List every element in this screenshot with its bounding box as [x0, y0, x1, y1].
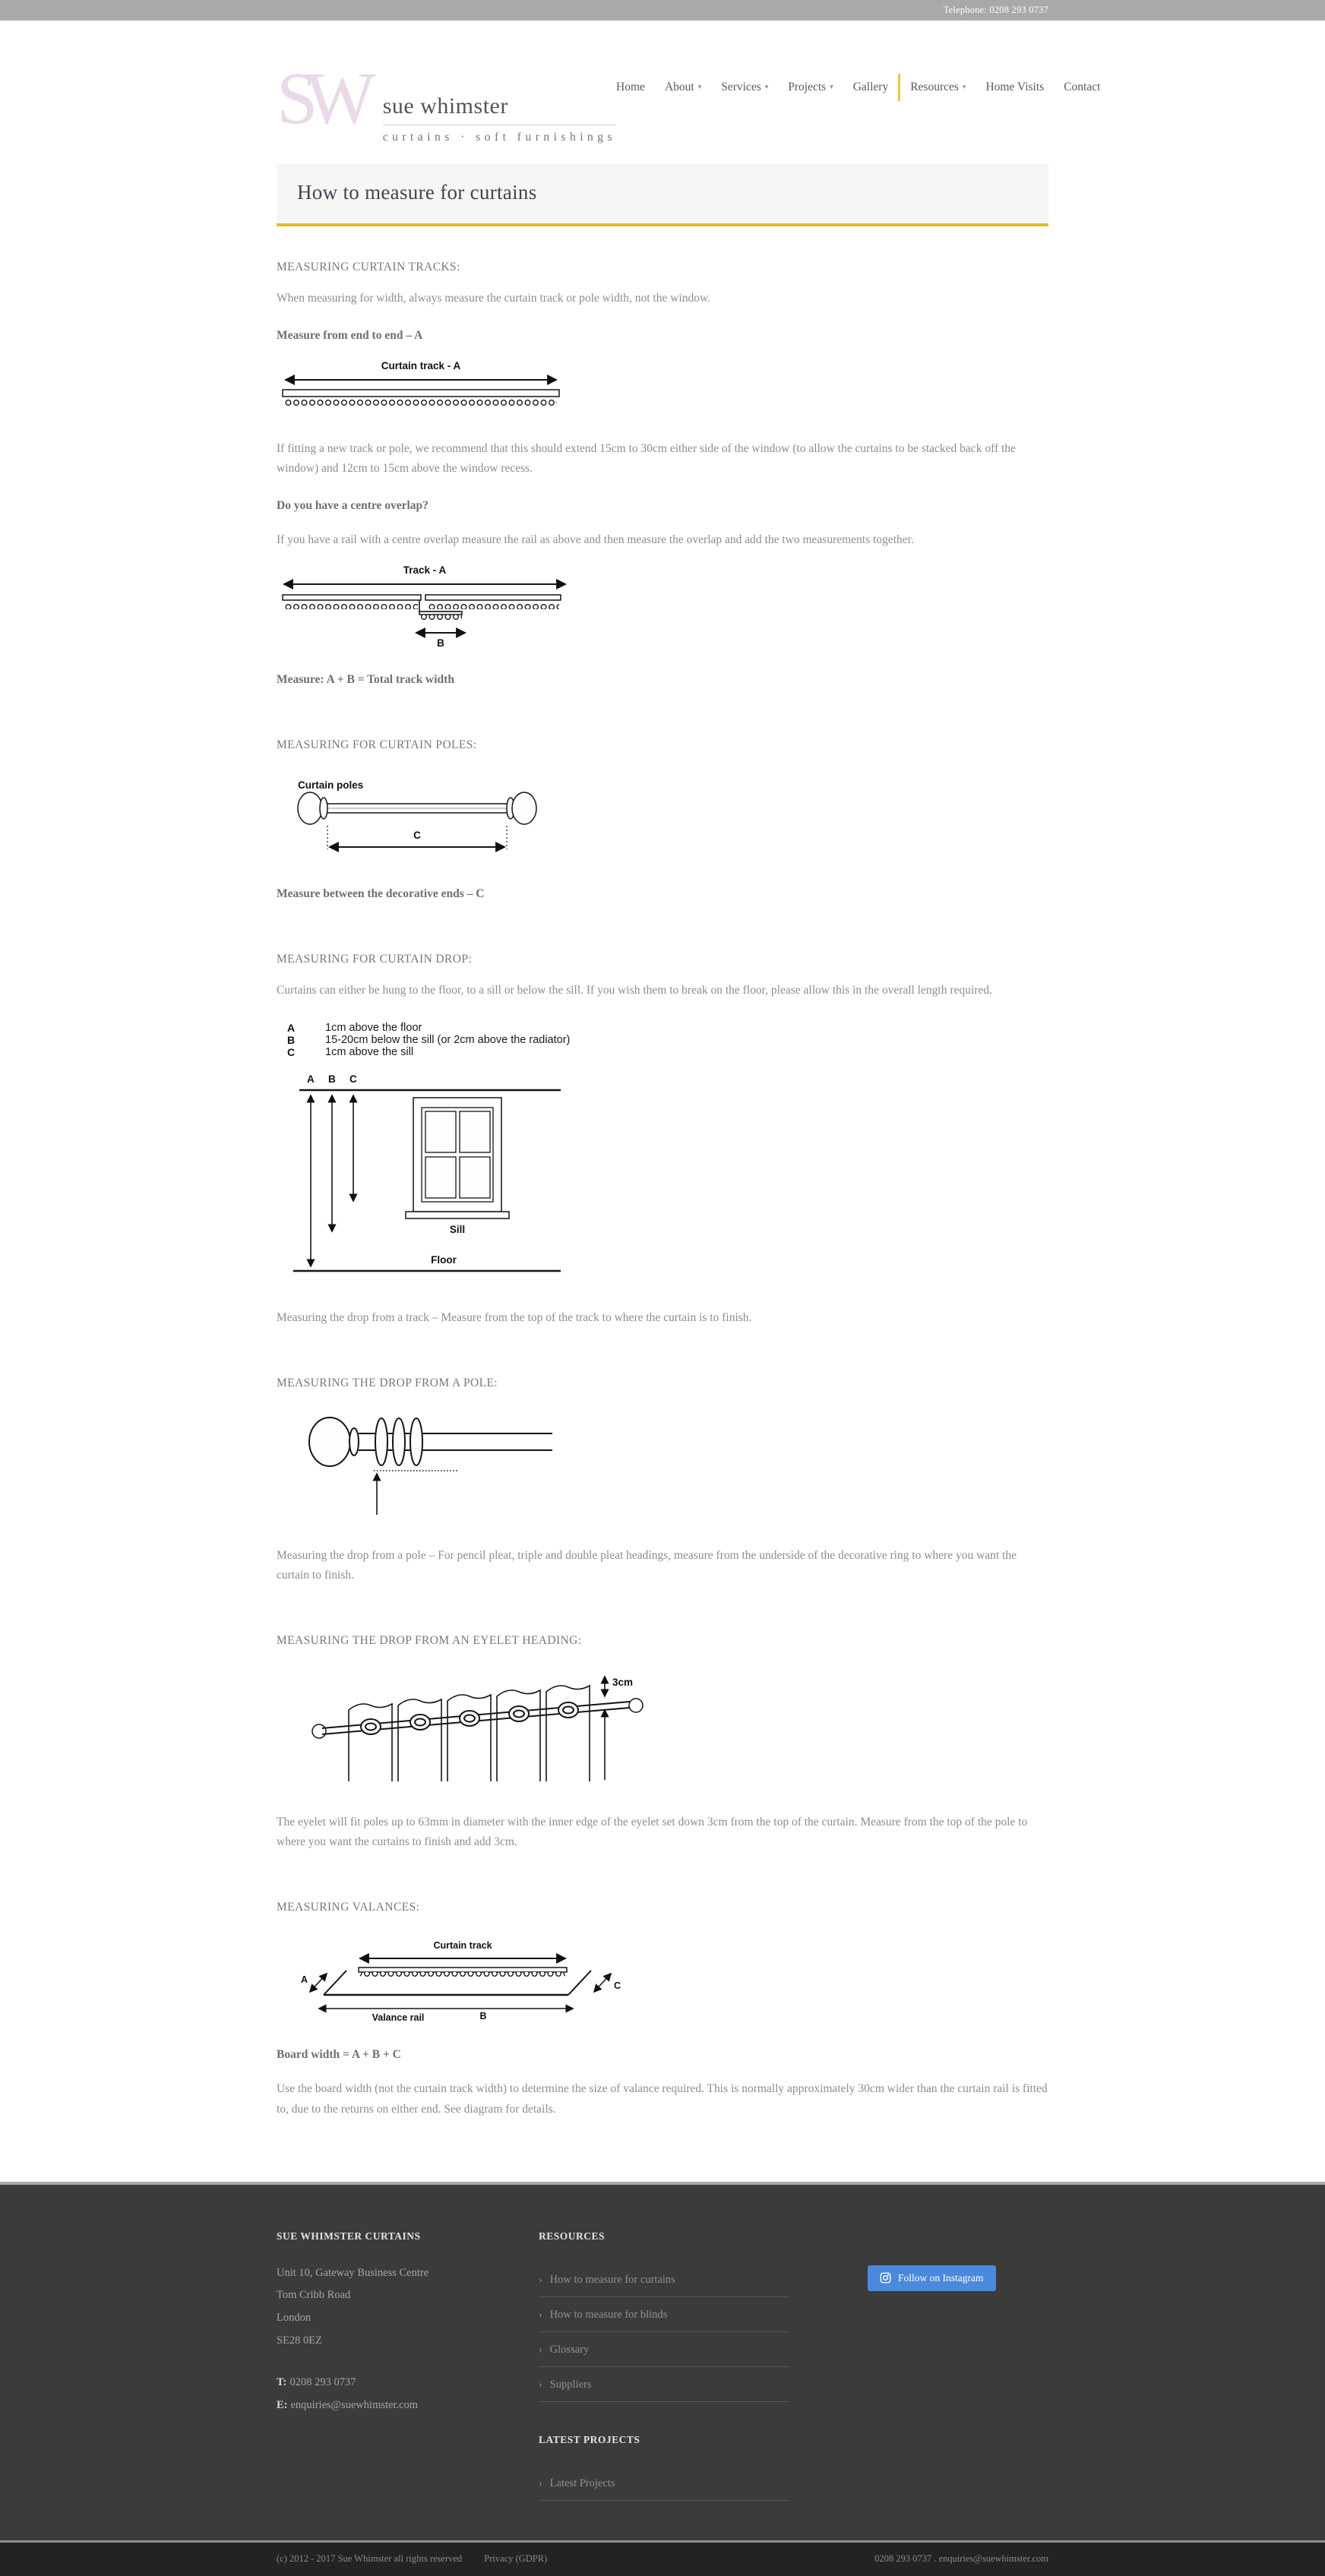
subheading: Measure from end to end – A — [277, 329, 423, 343]
privacy-link[interactable]: Privacy (GDPR) — [484, 2553, 548, 2565]
footer-link-measure-curtains[interactable]: › How to measure for curtains — [539, 2262, 789, 2297]
overlap-track-diagram — [277, 564, 1048, 653]
main-nav — [616, 74, 1100, 101]
diagram-label-sill: Sill — [449, 1224, 466, 1236]
footer-email[interactable]: E: enquiries@suewhimster.com — [277, 2399, 419, 2412]
page-title: How to measure for curtains — [297, 181, 537, 204]
footer-social-column — [789, 2230, 1048, 2501]
bottom-contact-text: 0208 293 0737 . enquiries@suewhimster.com — [874, 2553, 1048, 2565]
footer-link-glossary[interactable]: › Glossary — [539, 2332, 789, 2367]
instagram-button[interactable]: Follow on Instagram — [868, 2265, 996, 2291]
chevron-right-icon: › — [539, 2344, 542, 2356]
diagram-label: Track - A — [403, 564, 447, 577]
footer-resources-links — [539, 2262, 789, 2402]
footer-projects-heading: LATEST PROJECTS — [539, 2433, 640, 2445]
site-footer — [0, 2182, 1325, 2540]
nav-item-services[interactable]: Services ▾ — [721, 81, 769, 93]
instagram-icon — [880, 2272, 891, 2284]
valance-diagram — [277, 1940, 1048, 2028]
eyelet-heading-diagram — [277, 1661, 1048, 1787]
diagram-label-a: A — [307, 1073, 315, 1086]
diagram-label: Curtain track - A — [381, 360, 461, 372]
diagram-label-c: C — [614, 1980, 621, 1992]
copyright-text: (c) 2012 - 2017 Sue Whimster all rights reserved — [277, 2553, 463, 2565]
nav-active-indicator — [898, 74, 900, 101]
curtain-track-diagram — [277, 359, 1048, 413]
topbar — [0, 0, 1325, 21]
paragraph: Measuring the drop from a pole – For pencil pleat, triple and double pleat headings, measure from the underside of the decorative ring to where you want the curtain to finish. — [277, 1549, 1017, 1582]
brand-tagline: curtains · soft furnishings — [382, 131, 617, 144]
subheading: Do you have a centre overlap? — [277, 499, 428, 513]
chevron-down-icon: ▾ — [764, 83, 769, 90]
brand-name: sue whimster — [383, 93, 616, 125]
paragraph: If fitting a new track or pole, we recommend that this should extend 15cm to 30cm either side of the window (to allow the curtains to be stacked back off the window) and 12cm to 15cm above the window recess. — [277, 442, 1016, 476]
logo-monogram: SW — [277, 58, 363, 140]
footer-resources-column — [539, 2230, 789, 2501]
curtain-poles-svg — [287, 778, 553, 863]
pole-drop-svg — [298, 1404, 587, 1516]
drop-legend: A 1cm above the floor B 15-20cm below the sill (or 2cm above the radiator) C 1cm above the sill — [287, 1022, 571, 1059]
paragraph: Use the board width (not the curtain track width) to determine the size of valance required. This is normally approximately 30cm wider than the curtain rail is fitted to, due to the returns on either end. See diagram for details. — [277, 2082, 1048, 2116]
overlap-track-svg — [277, 564, 573, 649]
bottom-bar — [0, 2540, 1325, 2576]
paragraph: Measuring the drop from a track – Measure from the top of the track to where the curtain is to finish. — [277, 1311, 752, 1325]
footer-projects-links — [539, 2466, 789, 2501]
paragraph: The eyelet will fit poles up to 63mm in diameter with the inner edge of the eyelet set down 3cm from the top of the curtain. Measure from the top of the pole to where you want the curtains to finish and add 3cm. — [277, 1816, 1028, 1849]
diagram-label-floor: Floor — [431, 1254, 457, 1266]
nav-item-home-visits[interactable]: Home Visits — [985, 81, 1045, 93]
nav-item-resources[interactable]: Resources ▾ — [910, 81, 966, 93]
nav-item-home[interactable]: Home — [616, 81, 645, 93]
footer-company-column — [277, 2230, 539, 2501]
chevron-right-icon: › — [539, 2274, 542, 2286]
curtain-drop-diagram — [277, 1072, 1048, 1282]
footer-link-suppliers[interactable]: › Suppliers — [539, 2367, 789, 2402]
chevron-right-icon: › — [539, 2477, 542, 2489]
paragraph: When measuring for width, always measure the curtain track or pole width, not the window. — [277, 292, 711, 305]
nav-item-about[interactable]: About ▾ — [664, 81, 702, 93]
nav-item-projects[interactable]: Projects ▾ — [788, 81, 833, 93]
chevron-down-icon: ▾ — [962, 83, 966, 90]
logo[interactable] — [277, 58, 617, 144]
chevron-down-icon: ▾ — [830, 83, 833, 90]
subheading: Board width = A + B + C — [277, 2048, 401, 2062]
diagram-label-b: B — [437, 637, 444, 650]
chevron-right-icon: › — [539, 2309, 542, 2321]
footer-link-measure-blinds[interactable]: › How to measure for blinds — [539, 2297, 789, 2332]
footer-company-heading: SUE WHIMSTER CURTAINS — [277, 2230, 421, 2242]
chevron-down-icon: ▾ — [697, 83, 702, 90]
page-title-box — [277, 164, 1048, 226]
nav-item-gallery[interactable]: Gallery — [852, 81, 889, 93]
diagram-label-b: B — [328, 1073, 336, 1086]
eyelet-heading-svg — [307, 1661, 656, 1783]
diagram-label-rail: Valance rail — [372, 2012, 425, 2024]
footer-resources-heading: RESOURCES — [539, 2230, 606, 2242]
diagram-label: Curtain poles — [298, 779, 364, 792]
paragraph: If you have a rail with a centre overlap measure the rail as above and then measure the overlap and add the two measurements together. — [277, 533, 914, 547]
diagram-label-3cm: 3cm — [612, 1677, 634, 1689]
telephone-text: Telephone: 0208 293 0737 — [943, 5, 1048, 15]
footer-phone: T: 0208 293 0737 — [277, 2376, 356, 2389]
diagram-label-a: A — [301, 1974, 308, 1986]
curtain-track-svg — [277, 359, 565, 409]
subheading: Measure between the decorative ends – C — [277, 887, 485, 901]
nav-item-contact[interactable]: Contact — [1064, 81, 1101, 93]
section-heading-tracks: MEASURING CURTAIN TRACKS: — [277, 261, 460, 273]
pole-drop-diagram — [277, 1404, 1048, 1520]
site-header — [0, 21, 1325, 164]
section-heading-valances: MEASURING VALANCES: — [277, 1901, 420, 1914]
main-content — [277, 261, 1048, 2150]
section-heading-poles: MEASURING FOR CURTAIN POLES: — [277, 738, 477, 752]
diagram-label-b: B — [479, 2011, 487, 2022]
paragraph: Curtains can either be hung to the floor, to a sill or below the sill. If you wish them to break on the floor, please allow this in the overall length required. — [277, 984, 992, 997]
subheading: Measure: A + B = Total track width — [277, 673, 454, 687]
footer-address: Unit 10, Gateway Business Centre Tom Cribb Road London SE28 0EZ — [277, 2266, 429, 2347]
diagram-label-c: C — [349, 1073, 357, 1086]
curtain-poles-diagram — [277, 778, 1048, 867]
curtain-drop-svg — [286, 1072, 574, 1279]
footer-link-latest-projects[interactable]: › Latest Projects — [539, 2466, 789, 2501]
diagram-label-c: C — [413, 830, 421, 842]
diagram-label-track: Curtain track — [433, 1940, 492, 1952]
section-heading-pole-drop: MEASURING THE DROP FROM A POLE: — [277, 1377, 498, 1390]
valance-svg — [299, 1940, 628, 2024]
section-heading-drop: MEASURING FOR CURTAIN DROP: — [277, 953, 473, 966]
section-heading-eyelet: MEASURING THE DROP FROM AN EYELET HEADING: — [277, 1634, 582, 1648]
chevron-right-icon: › — [539, 2378, 542, 2391]
